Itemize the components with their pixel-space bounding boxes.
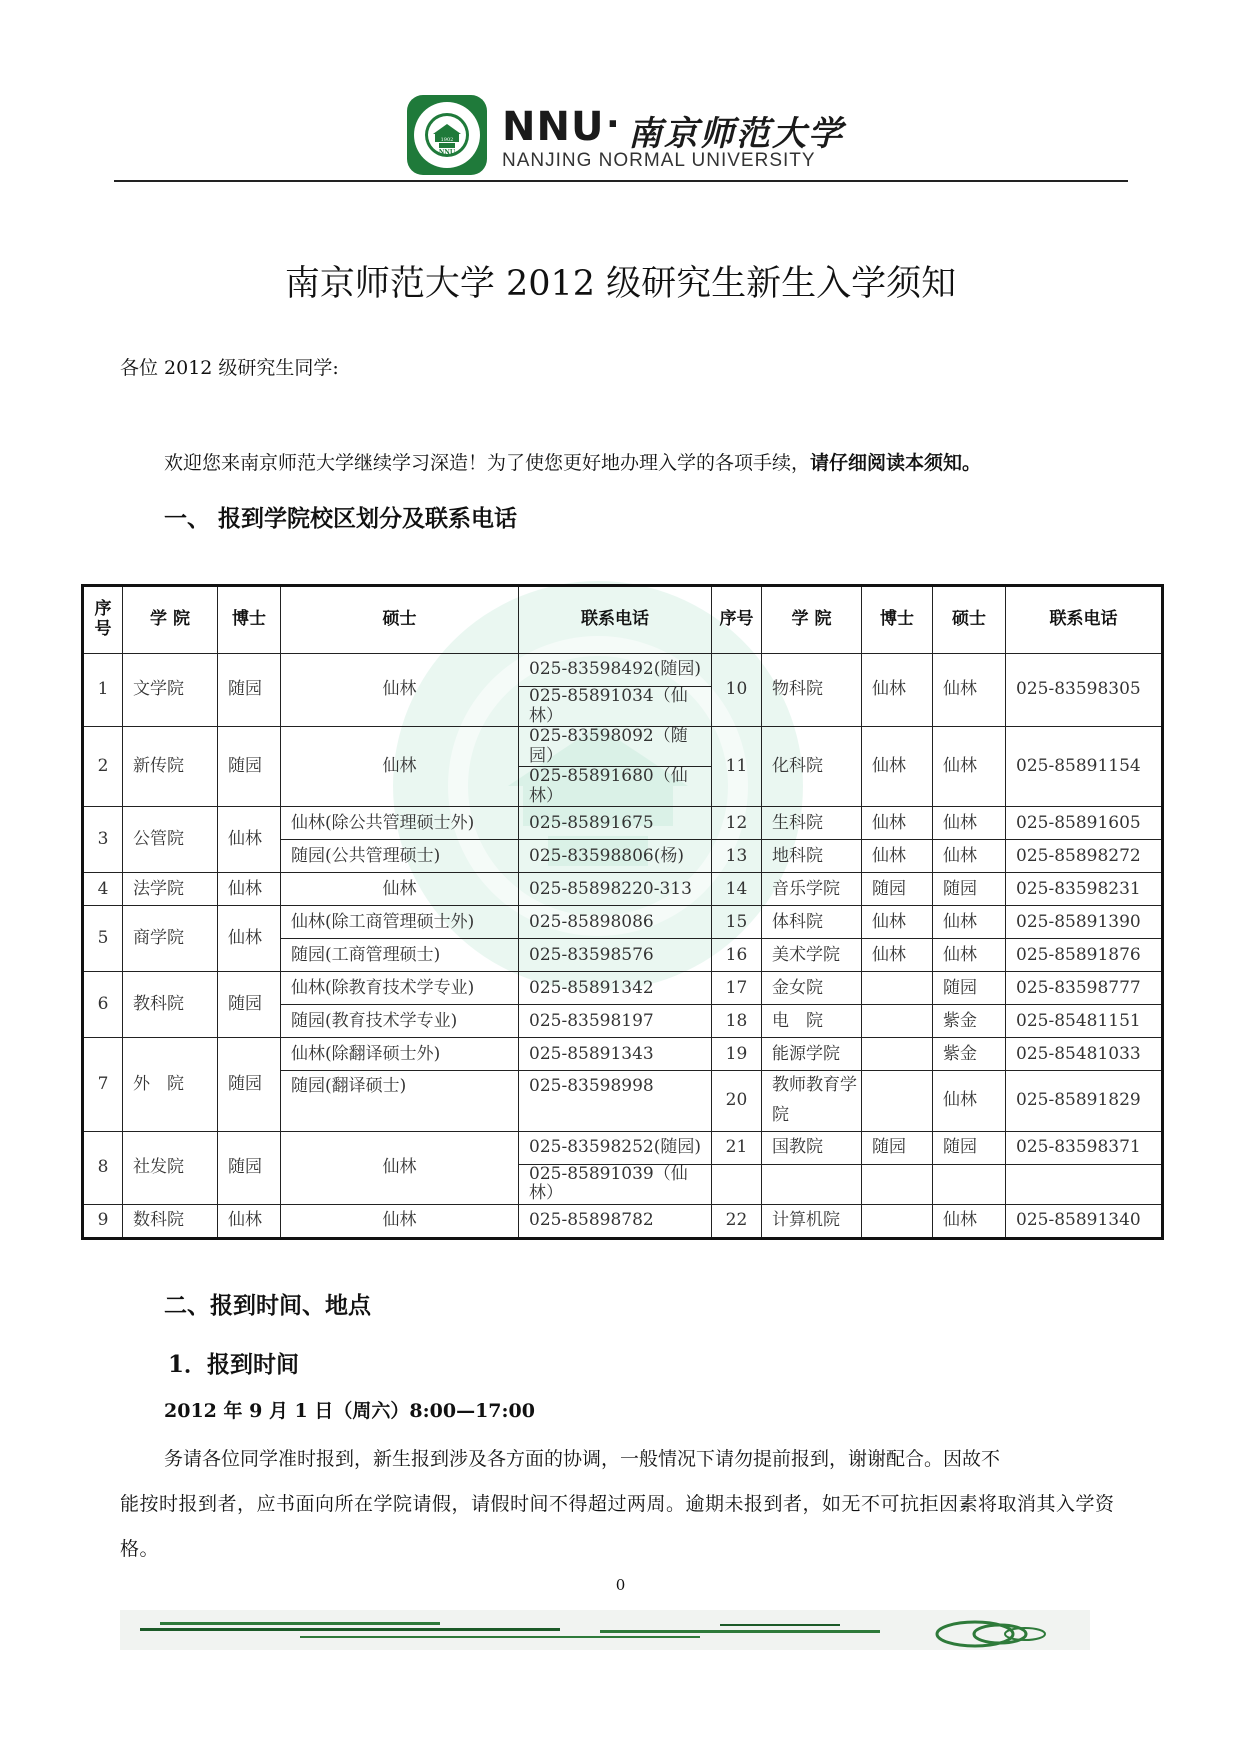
- cell-phd-right: 仙林: [862, 906, 933, 939]
- empty-cell: [712, 1164, 762, 1204]
- cell-college: 文学院: [123, 654, 218, 727]
- cell-phone-right: 025-85481033: [1006, 1038, 1163, 1071]
- table-row: [83, 654, 1163, 687]
- greeting: 各位 2012 级研究生同学:: [120, 357, 339, 379]
- cell-phd-right: 仙林: [862, 727, 933, 807]
- cell-phd: 随园: [218, 654, 281, 727]
- cell-no: 2: [83, 727, 123, 807]
- subsection-heading-report-time: 1．报到时间: [168, 1351, 300, 1378]
- cell-no: 5: [83, 906, 123, 972]
- brand-english-name: NANJING NORMAL UNIVERSITY: [502, 150, 816, 171]
- cell-phone: 025-85898220-313: [519, 873, 712, 906]
- cell-no-right: 11: [712, 727, 762, 807]
- cell-college: 社发院: [123, 1131, 218, 1204]
- cell-no-right: 12: [712, 807, 762, 840]
- cell-phd: 仙林: [218, 1204, 281, 1238]
- cell-phone-right: 025-85898272: [1006, 840, 1163, 873]
- cell-no-right: 21: [712, 1131, 762, 1164]
- cell-college-right: 能源学院: [762, 1038, 862, 1071]
- cell-phd: 随园: [218, 1038, 281, 1132]
- table-row: [83, 972, 1163, 1005]
- cell-master: 仙林(除公共管理硕士外): [281, 807, 519, 840]
- page-number: 0: [615, 1576, 626, 1594]
- cell-no-right: 20: [712, 1071, 762, 1132]
- cell-no-right: 22: [712, 1204, 762, 1238]
- cell-master: 仙林: [281, 1131, 519, 1204]
- cell-phd-right: 仙林: [862, 807, 933, 840]
- cell-phone: 025-85891039（仙林）: [519, 1164, 712, 1204]
- seal-year: 1902: [440, 137, 454, 143]
- cell-college-right: 国教院: [762, 1131, 862, 1164]
- cell-college-right: 美术学院: [762, 939, 862, 972]
- empty-cell: [862, 1164, 933, 1204]
- cell-phd-right: [862, 1005, 933, 1038]
- intro-paragraph: [164, 448, 981, 475]
- cell-no-right: 10: [712, 654, 762, 727]
- cell-phone: 025-85891342: [519, 972, 712, 1005]
- cell-phd: 仙林: [218, 906, 281, 972]
- cell-master-right: 随园: [933, 1131, 1006, 1164]
- cell-master-right: 仙林: [933, 840, 1006, 873]
- cell-master: 随园(翻译硕士): [281, 1071, 519, 1132]
- cell-phone-right: 025-83598777: [1006, 972, 1163, 1005]
- cell-no: 4: [83, 873, 123, 906]
- cell-phd-right: 仙林: [862, 654, 933, 727]
- cell-phd-right: 随园: [862, 1131, 933, 1164]
- cell-phone-right: 025-85891605: [1006, 807, 1163, 840]
- header-phd-right: 博士: [862, 586, 933, 654]
- cell-master: 仙林: [281, 873, 519, 906]
- cell-phone: 025-83598576: [519, 939, 712, 972]
- cell-master: 仙林(除工商管理硕士外): [281, 906, 519, 939]
- empty-cell: [762, 1164, 862, 1204]
- cell-no: 7: [83, 1038, 123, 1132]
- cell-phone: 025-85891343: [519, 1038, 712, 1071]
- cell-college-right: 化科院: [762, 727, 862, 807]
- cell-college: 外 院: [123, 1038, 218, 1132]
- cell-master-right: 随园: [933, 972, 1006, 1005]
- college-contact-table: [81, 584, 1164, 1240]
- cell-phd-right: 随园: [862, 873, 933, 906]
- seal-abbr: NNU: [438, 149, 456, 156]
- cell-college-right: 地科院: [762, 840, 862, 873]
- cell-college-right: 电 院: [762, 1005, 862, 1038]
- cell-college: 商学院: [123, 906, 218, 972]
- cell-master: 随园(教育技术学专业): [281, 1005, 519, 1038]
- cell-phd: 随园: [218, 1131, 281, 1204]
- table-row: [83, 1131, 1163, 1164]
- header-master-right: 硕士: [933, 586, 1006, 654]
- cell-no-right: 17: [712, 972, 762, 1005]
- section-heading-2: 二、报到时间、地点: [164, 1293, 371, 1319]
- university-seal-logo: [406, 94, 488, 176]
- cell-phone-right: 025-85891876: [1006, 939, 1163, 972]
- cell-master-right: 仙林: [933, 807, 1006, 840]
- cell-phd: 仙林: [218, 873, 281, 906]
- cell-master: 随园(公共管理硕士): [281, 840, 519, 873]
- cell-phone-right: 025-85891829: [1006, 1071, 1163, 1132]
- cell-no-right: 15: [712, 906, 762, 939]
- cell-college-right: 体科院: [762, 906, 862, 939]
- cell-college-right: 教师教育学院: [762, 1071, 862, 1132]
- footer-decoration: [120, 1592, 1120, 1664]
- cell-master-right: 仙林: [933, 1071, 1006, 1132]
- cell-phone: 025-85891675: [519, 807, 712, 840]
- cell-phone-right: 025-85891340: [1006, 1204, 1163, 1238]
- table-row: [83, 727, 1163, 767]
- cell-no: 9: [83, 1204, 123, 1238]
- paragraph-line-1: 务请各位同学准时报到，新生报到涉及各方面的协调，一般情况下请勿提前报到，谢谢配合。因故不: [164, 1448, 1001, 1470]
- header-college: 学 院: [123, 586, 218, 654]
- report-time-value: 2012 年 9 月 1 日（周六）8:00—17:00: [164, 1400, 535, 1422]
- cell-phd-right: 仙林: [862, 939, 933, 972]
- cell-college: 数科院: [123, 1204, 218, 1238]
- cell-phd: 随园: [218, 972, 281, 1038]
- cell-phone: 025-85891034（仙林）: [519, 687, 712, 727]
- contact-table-container: [81, 584, 1161, 1240]
- cell-master-right: 仙林: [933, 727, 1006, 807]
- cell-phd-right: [862, 1204, 933, 1238]
- table-header-row: [83, 586, 1163, 654]
- cell-master: 仙林(除翻译硕士外): [281, 1038, 519, 1071]
- cell-master-right: 紫金: [933, 1038, 1006, 1071]
- cell-no: 3: [83, 807, 123, 873]
- cell-master: 仙林(除教育技术学专业): [281, 972, 519, 1005]
- cell-phone: 025-83598092（随园）: [519, 727, 712, 767]
- cell-college-right: 计算机院: [762, 1204, 862, 1238]
- cell-no-right: 19: [712, 1038, 762, 1071]
- cell-phone-right: 025-85891390: [1006, 906, 1163, 939]
- header-phd: 博士: [218, 586, 281, 654]
- cell-phone: 025-83598197: [519, 1005, 712, 1038]
- section-heading-1: 一、 报到学院校区划分及联系电话: [164, 506, 518, 532]
- table-row: [83, 873, 1163, 906]
- cell-phd: 仙林: [218, 807, 281, 873]
- cell-no-right: 14: [712, 873, 762, 906]
- cell-phone: 025-83598806(杨): [519, 840, 712, 873]
- brand-separator: ·: [606, 104, 620, 145]
- cell-college: 法学院: [123, 873, 218, 906]
- cell-master-right: 仙林: [933, 906, 1006, 939]
- cell-master-right: 仙林: [933, 1204, 1006, 1238]
- cell-master-right: 紫金: [933, 1005, 1006, 1038]
- cell-master-right: 随园: [933, 873, 1006, 906]
- cell-phd-right: [862, 1038, 933, 1071]
- cell-phd-right: [862, 972, 933, 1005]
- cell-phone-right: 025-83598231: [1006, 873, 1163, 906]
- cell-master-right: 仙林: [933, 654, 1006, 727]
- header-no: 序号: [83, 586, 123, 654]
- brand-abbreviation: NNU: [502, 104, 605, 150]
- cell-college: 新传院: [123, 727, 218, 807]
- cell-college-right: 音乐学院: [762, 873, 862, 906]
- cell-phone-right: 025-85481151: [1006, 1005, 1163, 1038]
- cell-college-right: 物科院: [762, 654, 862, 727]
- header-divider: [114, 180, 1128, 182]
- paragraph-continuation: 能按时报到者，应书面向所在学院请假，请假时间不得超过两周。逾期未报到者，如无不可抗拒因素将取消其入学资格。: [120, 1493, 1115, 1560]
- cell-college: 公管院: [123, 807, 218, 873]
- cell-phone: 025-83598252(随园): [519, 1131, 712, 1164]
- table-row: [83, 1204, 1163, 1238]
- cell-phone-right: 025-83598305: [1006, 654, 1163, 727]
- header-master: 硕士: [281, 586, 519, 654]
- table-row: [83, 1038, 1163, 1071]
- cell-phone: 025-85898782: [519, 1204, 712, 1238]
- cell-master-right: 仙林: [933, 939, 1006, 972]
- empty-cell: [933, 1164, 1006, 1204]
- cell-college-right: 金女院: [762, 972, 862, 1005]
- intro-text: 欢迎您来南京师范大学继续学习深造！为了使您更好地办理入学的各项手续，: [164, 452, 811, 474]
- header-phone: 联系电话: [519, 586, 712, 654]
- cell-phd-right: [862, 1071, 933, 1132]
- cell-no-right: 16: [712, 939, 762, 972]
- cell-no-right: 18: [712, 1005, 762, 1038]
- cell-master: 仙林: [281, 1204, 519, 1238]
- header-college-right: 学 院: [762, 586, 862, 654]
- empty-cell: [1006, 1164, 1163, 1204]
- table-row: [83, 906, 1163, 939]
- cell-phone-right: 025-83598371: [1006, 1131, 1163, 1164]
- header-phone-right: 联系电话: [1006, 586, 1163, 654]
- header-no-right: 序号: [712, 586, 762, 654]
- cell-phone-right: 025-85891154: [1006, 727, 1163, 807]
- cell-phone: 025-83598998: [519, 1071, 712, 1132]
- cell-no: 8: [83, 1131, 123, 1204]
- cell-master: 仙林: [281, 727, 519, 807]
- cell-phone: 025-85898086: [519, 906, 712, 939]
- cell-phd-right: 仙林: [862, 840, 933, 873]
- cell-college: 教科院: [123, 972, 218, 1038]
- cell-no: 1: [83, 654, 123, 727]
- intro-emphasis: 请仔细阅读本须知。: [810, 452, 982, 474]
- cell-no-right: 13: [712, 840, 762, 873]
- cell-phd: 随园: [218, 727, 281, 807]
- table-row: [83, 807, 1163, 840]
- cell-master: 随园(工商管理硕士): [281, 939, 519, 972]
- cell-phone: 025-85891680（仙林）: [519, 767, 712, 807]
- cell-phone: 025-83598492(随园): [519, 654, 712, 687]
- cell-master: 仙林: [281, 654, 519, 727]
- cell-no: 6: [83, 972, 123, 1038]
- cell-college-right: 生科院: [762, 807, 862, 840]
- document-title: 南京师范大学 2012 级研究生新生入学须知: [284, 264, 957, 304]
- brand-chinese-name: 南京师范大学: [628, 114, 844, 154]
